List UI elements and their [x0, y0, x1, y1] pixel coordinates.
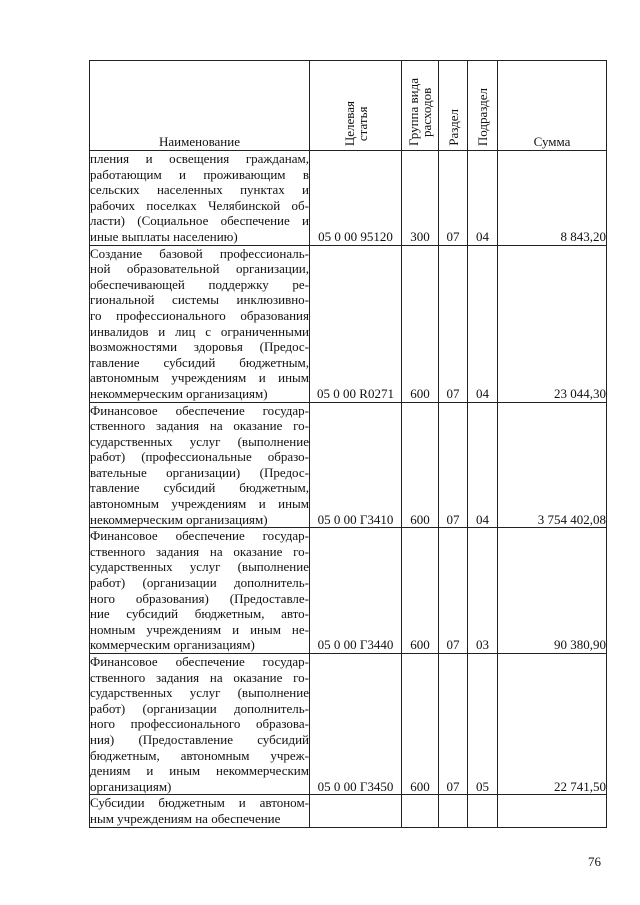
- row-name-line: рабочих поселках Челябинской об-: [90, 197, 309, 213]
- row-sum: [498, 795, 607, 827]
- row-code: 05 0 00 95120: [310, 151, 402, 246]
- row-name-line: Финансовое обеспечение государ-: [90, 654, 309, 669]
- header-sum: Сумма: [498, 61, 607, 151]
- header-subsection-cell: [468, 61, 498, 151]
- header-name: Наименование: [90, 61, 310, 151]
- row-name-line: Создание базовой профессиональ-: [90, 245, 309, 261]
- row-name-line: ние субсидий бюджетным, авто-: [90, 606, 309, 622]
- row-name: [90, 151, 310, 246]
- row-name-line: организациям): [90, 778, 172, 794]
- row-code: [310, 795, 402, 827]
- row-name-line: вательные организации) (Предос-: [90, 464, 309, 480]
- row-code: 05 0 00 Г3410: [310, 402, 402, 528]
- header-group-cell: [402, 61, 439, 151]
- row-name-line: обеспечивающей поддержку ре-: [90, 276, 309, 292]
- row-name-line: инвалидов и лиц с ограниченными: [90, 323, 309, 339]
- row-name: [90, 654, 310, 795]
- row-group: [402, 795, 439, 827]
- row-name-line: автономным учреждениям и иным: [90, 496, 309, 512]
- header-section-cell: [439, 61, 468, 151]
- row-sum: 90 380,90: [498, 528, 607, 654]
- row-name-line: работ) (организации дополнитель-: [90, 575, 309, 591]
- table-row: [90, 528, 607, 654]
- budget-table: [89, 60, 607, 828]
- row-name-line: ного профессионального образова-: [90, 716, 309, 732]
- row-group: 600: [402, 654, 439, 795]
- row-sum: 3 754 402,08: [498, 402, 607, 528]
- row-name-line: ласти) (Социальное обеспечение и: [90, 213, 309, 229]
- row-name-line: ственного задания на оказание го-: [90, 669, 309, 685]
- row-subsection: [468, 795, 498, 827]
- row-name-line: некоммерческим организациям): [90, 385, 268, 401]
- row-name-line: ной образовательной организации,: [90, 261, 309, 277]
- row-name-line: пления и освещения гражданам,: [90, 151, 309, 166]
- row-code: 05 0 00 Г3440: [310, 528, 402, 654]
- row-name-line: Финансовое обеспечение государ-: [90, 528, 309, 544]
- row-name-line: работающим и проживающим в: [90, 166, 309, 182]
- row-name-line: го профессионального образования: [90, 307, 309, 323]
- row-subsection: 04: [468, 151, 498, 246]
- row-name-line: ственного задания на оказание го-: [90, 543, 309, 559]
- row-section: [439, 795, 468, 827]
- row-group: 600: [402, 528, 439, 654]
- row-name-line: иные выплаты населению): [90, 228, 238, 244]
- table-row: [90, 654, 607, 795]
- row-name-line: ния) (Предоставление субсидий: [90, 731, 309, 747]
- row-section: 07: [439, 528, 468, 654]
- row-name-line: гиональной системы инклюзивно-: [90, 292, 309, 308]
- row-group: 600: [402, 245, 439, 402]
- page-number: 76: [588, 854, 601, 869]
- row-name-line: сударственных услуг (выполнение: [90, 433, 309, 449]
- row-subsection: 04: [468, 402, 498, 528]
- row-code: 05 0 00 Г3450: [310, 654, 402, 795]
- table-row: [90, 151, 607, 246]
- row-name: [90, 795, 310, 827]
- row-name-line: бюджетным, автономным учреж-: [90, 747, 309, 763]
- row-name-line: работ) (профессиональные образо-: [90, 449, 309, 465]
- header-section: Раздел: [445, 109, 461, 146]
- row-subsection: 05: [468, 654, 498, 795]
- row-name-line: работ) (организации дополнитель-: [90, 700, 309, 716]
- row-subsection: 04: [468, 245, 498, 402]
- row-name-line: автономным учреждениям и иным: [90, 370, 309, 386]
- row-code: 05 0 00 R0271: [310, 245, 402, 402]
- row-name: [90, 528, 310, 654]
- header-code: Целевая статья: [341, 100, 370, 146]
- row-name-line: ственного задания на оказание го-: [90, 418, 309, 434]
- row-name: [90, 245, 310, 402]
- row-name-line: некоммерческим организациям): [90, 511, 268, 527]
- row-section: 07: [439, 654, 468, 795]
- row-name-line: ного образования) (Предоставле-: [90, 590, 309, 606]
- row-sum: 23 044,30: [498, 245, 607, 402]
- header-subsection: Подраздел: [475, 87, 490, 146]
- row-name-line: сельских населенных пунктах и: [90, 182, 309, 198]
- row-sum: 8 843,20: [498, 151, 607, 246]
- row-name-line: ным учреждениям на обеспечение: [90, 810, 281, 826]
- row-name-line: сударственных услуг (выполнение: [90, 559, 309, 575]
- row-section: 07: [439, 402, 468, 528]
- row-name-line: сударственных услуг (выполнение: [90, 685, 309, 701]
- row-name-line: коммерческим организациям): [90, 637, 255, 653]
- row-name-line: тавление субсидий бюджетным,: [90, 480, 309, 496]
- row-name-line: тавление субсидий бюджетным,: [90, 354, 309, 370]
- row-group: 600: [402, 402, 439, 528]
- table-row: [90, 245, 607, 402]
- row-name-line: номным учреждениям и иным не-: [90, 621, 309, 637]
- table-row: [90, 402, 607, 528]
- row-name-line: дениям и иным некоммерческим: [90, 763, 309, 779]
- row-name-line: Финансовое обеспечение государ-: [90, 402, 309, 418]
- table-row: [90, 795, 607, 827]
- row-group: 300: [402, 151, 439, 246]
- row-name-line: Субсидии бюджетным и автоном-: [90, 795, 309, 811]
- row-sum: 22 741,50: [498, 654, 607, 795]
- row-name-line: возможностями здоровья (Предос-: [90, 339, 309, 355]
- table-header-row: [90, 61, 607, 151]
- row-subsection: 03: [468, 528, 498, 654]
- header-code-cell: [310, 61, 402, 151]
- row-name: [90, 402, 310, 528]
- header-group: Группа вида расходов: [406, 78, 434, 146]
- row-section: 07: [439, 151, 468, 246]
- row-section: 07: [439, 245, 468, 402]
